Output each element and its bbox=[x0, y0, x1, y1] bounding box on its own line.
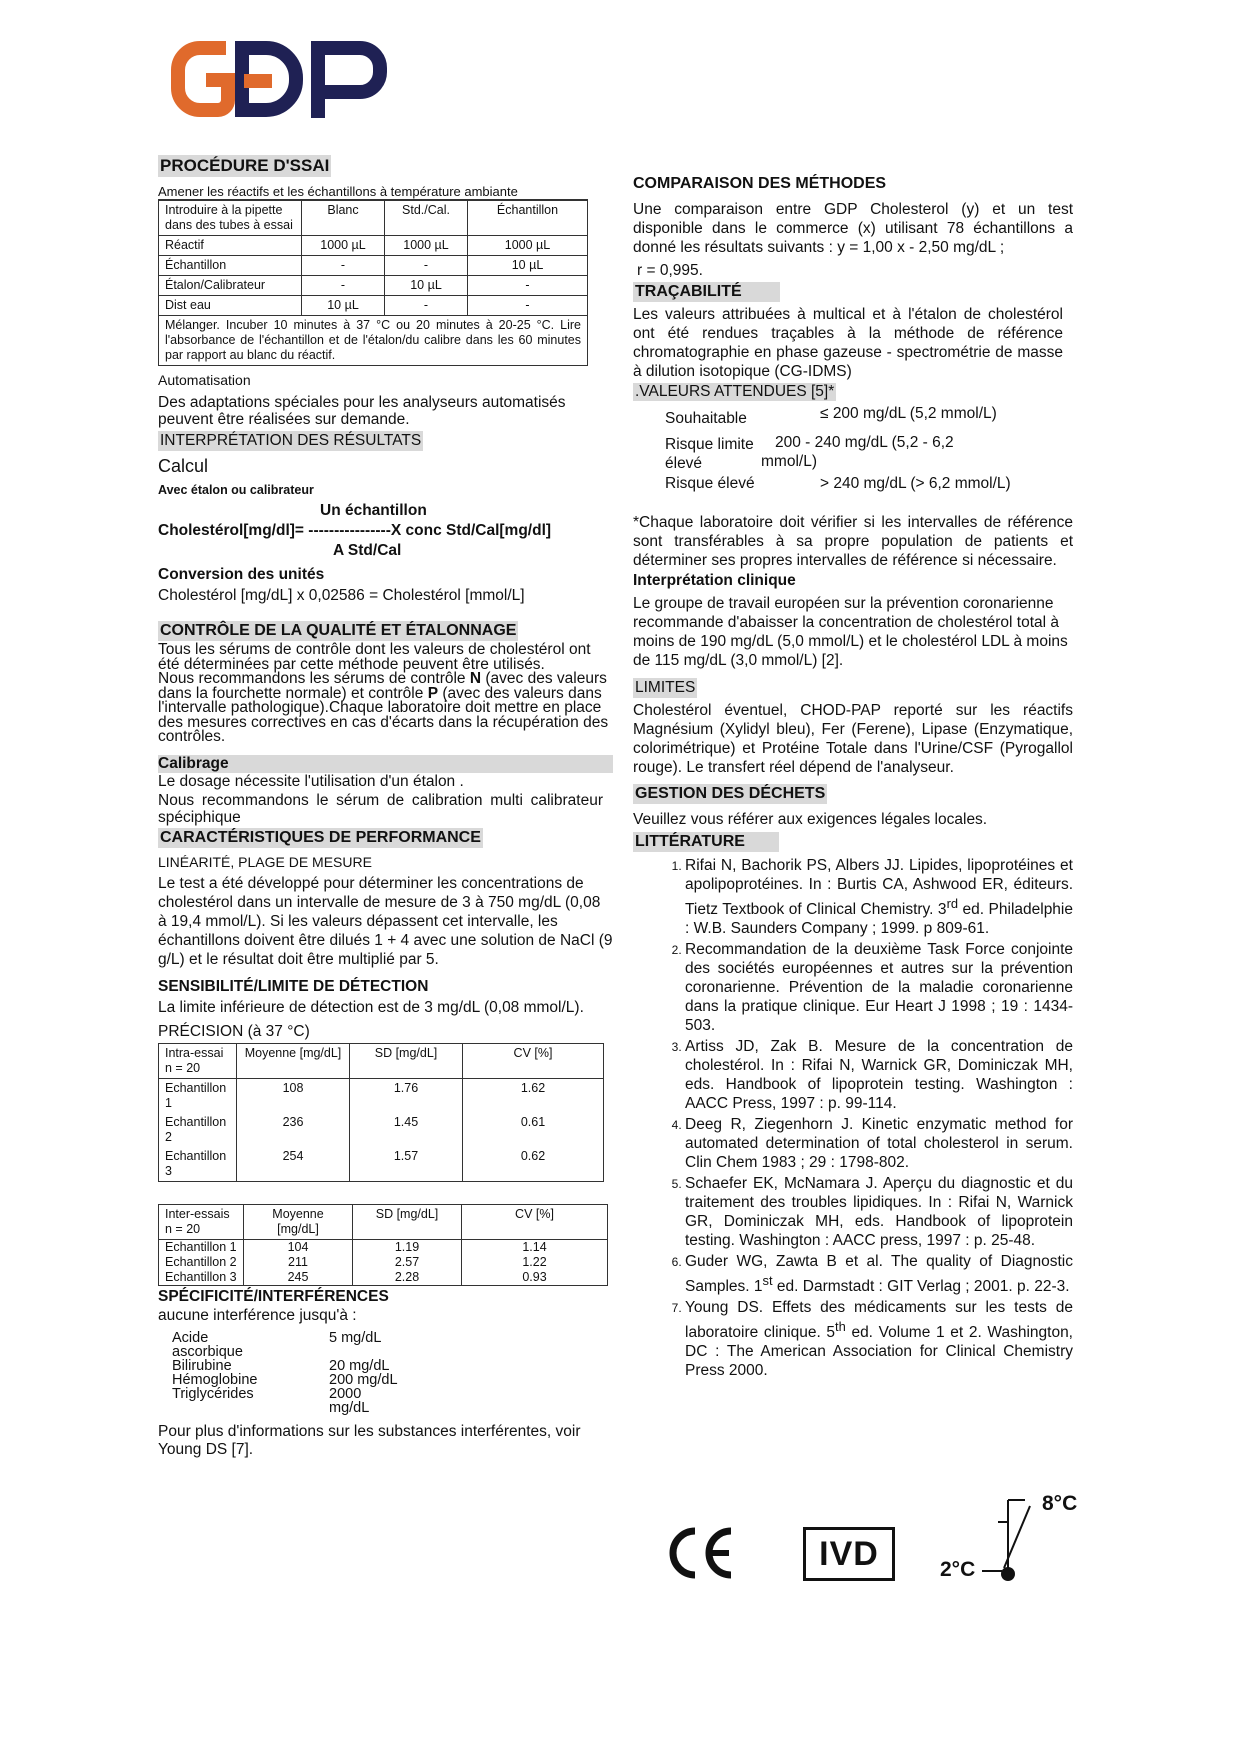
table-header-cell: Moyenne [mg/dL] bbox=[244, 1204, 353, 1239]
qc-paragraph-2a: Nous recommandons les sérums de contrôle bbox=[158, 670, 470, 687]
gdp-logo bbox=[170, 40, 400, 123]
qc-paragraph-2c: (avec des valeurs dans la fourchette normale) et contrôle bbox=[158, 670, 607, 702]
formula-main: Cholestérol[mg/dl]= ----------------X conc Std/Cal[mg/dl] bbox=[158, 522, 552, 539]
interference-item bbox=[172, 1373, 613, 1387]
automation-title: Automatisation bbox=[158, 372, 251, 388]
reference-text: Schaefer EK, McNamara J. Aperçu du diagnostic et du traitement des troubles lipidiques. In : Rifai N, Warnick GR, Dominiczak MH, eds. Handbook of lipoprotein testing. Washington : AACC press, 1997 : p. 25-48. bbox=[685, 1175, 1073, 1250]
performance-title: CARACTÉRISTIQUES DE PERFORMANCE bbox=[160, 828, 481, 846]
reference-text: ed. Volume 1 et 2. Washington, DC : The American Association for Clinical Chemistry Press 2000. bbox=[685, 1324, 1073, 1380]
table-cell: Echantillon 1 bbox=[159, 1078, 237, 1113]
table-header-row bbox=[159, 1204, 608, 1239]
interference-substance: Acide ascorbique bbox=[172, 1329, 243, 1360]
temperature-limit-symbol bbox=[940, 1492, 1090, 1587]
inter-assay-table bbox=[158, 1204, 608, 1286]
temp-high-label: 8°C bbox=[1042, 1492, 1078, 1515]
table-header-cell: CV [%] bbox=[463, 1043, 604, 1078]
table-cell: 254 bbox=[237, 1147, 350, 1182]
ivd-label: IVD bbox=[819, 1534, 879, 1573]
interference-substance: Hémoglobine bbox=[172, 1371, 258, 1388]
expected-title: .VALEURS ATTENDUES [5]* bbox=[635, 383, 835, 400]
calibration-line-2: Nous recommandons le sérum de calibration multi calibrateur spéciphique bbox=[158, 791, 603, 826]
table-header-row bbox=[159, 1043, 604, 1078]
intra-assay-table bbox=[158, 1043, 604, 1182]
logo-graphic bbox=[170, 40, 400, 118]
table-row bbox=[159, 1147, 604, 1182]
reference-sup: st bbox=[762, 1273, 773, 1289]
formula-denominator: A Std/Cal bbox=[333, 542, 402, 559]
traceability-title: TRAÇABILITÉ bbox=[633, 282, 780, 302]
table-cell: Echantillon 3 bbox=[159, 1147, 237, 1182]
table-cell: Dist eau bbox=[159, 296, 302, 316]
table-header-cell: SD [mg/dL] bbox=[353, 1204, 462, 1239]
procedure-note: Mélanger. Incuber 10 minutes à 37 °C ou 20 minutes à 20-25 °C. Lire l'absorbance de l'échantillon et de l'étalon/du calibre dans les 60 minutes par rapport au blanc du réactif. bbox=[159, 316, 588, 366]
qc-control-p: P bbox=[427, 684, 439, 702]
table-cell: 10 µL bbox=[385, 276, 468, 296]
interference-substance: Bilirubine bbox=[172, 1357, 232, 1374]
expected-row bbox=[665, 433, 1073, 473]
table-cell: - bbox=[302, 276, 385, 296]
reference-item bbox=[685, 1115, 1073, 1172]
table-row bbox=[159, 296, 588, 316]
table-header-cell: Std./Cal. bbox=[385, 201, 468, 236]
reference-text: Deeg R, Ziegenhorn J. Kinetic enzymatic method for automated determination of total cholesterol in serum. Clin Chem 1983 ; 29 : 1798-802. bbox=[685, 1116, 1073, 1172]
table-cell: Étalon/Calibrateur bbox=[159, 276, 302, 296]
formula-numerator: Un échantillon bbox=[320, 502, 427, 519]
table-header-cell: Moyenne [mg/dL] bbox=[237, 1043, 350, 1078]
table-cell: 1.57 bbox=[350, 1147, 463, 1182]
table-header-cell: Inter-essais n = 20 bbox=[159, 1204, 244, 1239]
comparison-text: Une comparaison entre GDP Cholesterol (y) et un test disponible dans le commerce (x) utilisant 78 échantillons a donné les résultats suivants : y = 1,00 x - 2,50 mg/dL ; bbox=[633, 201, 1073, 256]
table-cell: 0.93 bbox=[462, 1270, 608, 1286]
reference-item bbox=[685, 1252, 1073, 1296]
qc-paragraph-2e: (avec des valeurs dans l'intervalle pathologique).Chaque laboratoire doit mettre en place des mesures correctives en cas d'écarts dans la récupération des contrôles. bbox=[158, 684, 609, 745]
table-header-cell: CV [%] bbox=[462, 1204, 608, 1239]
right-column bbox=[633, 175, 1073, 1382]
table-row bbox=[159, 1113, 604, 1147]
limits-text: Cholestérol éventuel, CHOD-PAP reporté sur les réactifs Magnésium (Xylidyl bleu), Fer (Ferene), Lipase (Enzymatique, colorimétrique) et Protéine Totale dans l'Urine/CSF (Pyrogallol rouge). Le transfert réel dépend de l'analyseur. bbox=[633, 702, 1073, 776]
limits-title: LIMITES bbox=[635, 679, 696, 696]
reference-list bbox=[633, 856, 1073, 1380]
table-cell: 1000 µL bbox=[468, 236, 588, 256]
table-cell: - bbox=[385, 256, 468, 276]
table-cell: Echantillon 3 bbox=[159, 1270, 244, 1286]
left-column bbox=[158, 155, 613, 1459]
reference-item bbox=[685, 940, 1073, 1035]
table-cell: 236 bbox=[237, 1113, 350, 1147]
table-cell: 245 bbox=[244, 1270, 353, 1286]
expected-label: Risque élevé bbox=[665, 475, 755, 492]
calc-subtitle: Avec étalon ou calibrateur bbox=[158, 483, 314, 497]
reference-text: Artiss JD, Zak B. Mesure de la concentration de cholestérol. In : Rifai N, Warnick GR, Dominiczak MH, eds. Handbook of lipoprotein testing. Washington : AACC Press, 1997 : p. 99-114. bbox=[685, 1038, 1073, 1113]
comparison-r: r = 0,995. bbox=[637, 262, 703, 279]
automation-text: Des adaptations spéciales pour les analyseurs automatisés peuvent être réalisées sur demande. bbox=[158, 394, 566, 428]
comparison-title: COMPARAISON DES MÉTHODES bbox=[633, 175, 887, 192]
interference-item bbox=[172, 1387, 613, 1415]
table-cell: 1.22 bbox=[462, 1255, 608, 1270]
specificity-intro: aucune interférence jusqu'à : bbox=[158, 1306, 357, 1324]
conversion-title: Conversion des unités bbox=[158, 566, 325, 583]
table-header-cell: Échantillon bbox=[468, 201, 588, 236]
temp-low-label: 2°C bbox=[940, 1558, 976, 1581]
expected-note: *Chaque laboratoire doit vérifier si les intervalles de référence sont transférables à sa propre population de patients et déterminer ses propres intervalles de référence si nécessaire. bbox=[633, 514, 1073, 569]
ivd-box bbox=[803, 1527, 895, 1581]
table-cell: - bbox=[385, 296, 468, 316]
interference-substance: Triglycérides bbox=[172, 1385, 254, 1402]
reference-sup: rd bbox=[946, 896, 959, 911]
expected-value: > 240 mg/dL (> 6,2 mmol/L) bbox=[820, 475, 1011, 492]
literature-title: LITTÉRATURE bbox=[633, 832, 779, 852]
table-cell: 1.14 bbox=[462, 1239, 608, 1255]
table-cell: 2.57 bbox=[353, 1255, 462, 1270]
interference-item bbox=[172, 1359, 613, 1373]
interference-item bbox=[172, 1331, 613, 1359]
reference-item bbox=[685, 1174, 1073, 1250]
sensitivity-title: SENSIBILITÉ/LIMITE DE DÉTECTION bbox=[158, 977, 429, 995]
qc-title: CONTRÔLE DE LA QUALITÉ ET ÉTALONNAGE bbox=[160, 622, 517, 639]
table-row bbox=[159, 1270, 608, 1286]
qc-control-n: N bbox=[469, 670, 482, 687]
linearity-title: LINÉARITÉ, PLAGE DE MESURE bbox=[158, 853, 372, 870]
procedure-table bbox=[158, 200, 588, 366]
table-cell: Echantillon 2 bbox=[159, 1255, 244, 1270]
table-cell: 1000 µL bbox=[302, 236, 385, 256]
table-cell: - bbox=[468, 296, 588, 316]
calc-title: Calcul bbox=[158, 456, 209, 476]
table-cell: 1.76 bbox=[350, 1078, 463, 1113]
interference-list bbox=[158, 1331, 613, 1415]
table-cell: Echantillon 1 bbox=[159, 1239, 244, 1255]
reference-text: Guder WG, Zawta B et al. The quality of Diagnostic Samples. 1 bbox=[685, 1253, 1073, 1296]
ce-mark bbox=[663, 1525, 735, 1586]
table-cell: Échantillon bbox=[159, 256, 302, 276]
table-cell: 1.62 bbox=[463, 1078, 604, 1113]
reference-text: ed. Philadelphie : W.B. Saunders Company ; 1999. p 809-61. bbox=[685, 901, 1073, 938]
reference-text: Recommandation de la deuxième Task Force conjointe des sociétés européennes et autres sur la prévention coronarienne. Prévention de la maladie coronarienne dans la pratique clinique. Eur Heart J 1998 ; 19 : 1434-503. bbox=[685, 941, 1073, 1035]
reference-item bbox=[685, 1037, 1073, 1113]
reference-item bbox=[685, 856, 1073, 938]
waste-text: Veuillez vous référer aux exigences légales locales. bbox=[633, 811, 988, 828]
table-cell: 10 µL bbox=[468, 256, 588, 276]
table-cell: 1000 µL bbox=[385, 236, 468, 256]
linearity-text: Le test a été développé pour déterminer les concentrations de cholestérol dans un intervalle de mesure de 3 à 750 mg/dL (0,08 à 19,4 mmol/L). Si les valeurs dépassent cet intervalle, les échantillons doivent être dilués 1 + 4 avec une solution de NaCl (9 g/L) et le résultat doit être multiplié par 5. bbox=[158, 874, 613, 968]
table-cell: - bbox=[468, 276, 588, 296]
waste-title: GESTION DES DÉCHETS bbox=[635, 785, 826, 802]
table-header-cell: Blanc bbox=[302, 201, 385, 236]
table-note-row bbox=[159, 316, 588, 366]
table-cell: 1.45 bbox=[350, 1113, 463, 1147]
table-cell: 104 bbox=[244, 1239, 353, 1255]
calibration-title: Calibrage bbox=[158, 755, 613, 773]
expected-value: ≤ 200 mg/dL (5,2 mmol/L) bbox=[820, 405, 997, 422]
table-cell: 211 bbox=[244, 1255, 353, 1270]
calibration-line-1: Le dosage nécessite l'utilisation d'un étalon . bbox=[158, 772, 464, 790]
procedure-intro: Amener les réactifs et les échantillons à température ambiante bbox=[158, 184, 588, 200]
expected-value: 200 - 240 mg/dL (5,2 - 6,2 mmol/L) bbox=[761, 434, 954, 470]
table-cell: Echantillon 2 bbox=[159, 1113, 237, 1147]
expected-label: Souhaitable bbox=[665, 410, 747, 427]
procedure-title: PROCÉDURE D'SSAI bbox=[160, 156, 330, 175]
table-row bbox=[159, 1255, 608, 1270]
reference-text: Rifai N, Bachorik PS, Albers JJ. Lipides, lipoprotéines et apolipoprotéines. In : Burtis CA, Ashwood ER, éditeurs. Tietz Textbook of Clinical Chemistry. 3 bbox=[685, 857, 1073, 919]
table-cell: 0.61 bbox=[463, 1113, 604, 1147]
table-row bbox=[159, 1078, 604, 1113]
table-cell: 1.19 bbox=[353, 1239, 462, 1255]
table-header-cell: SD [mg/dL] bbox=[350, 1043, 463, 1078]
expected-row bbox=[665, 404, 1073, 428]
specificity-title: SPÉCIFICITÉ/INTERFÉRENCES bbox=[158, 1287, 389, 1305]
clinical-text: Le groupe de travail européen sur la prévention coronarienne recommande d'abaisser la concentration de cholestérol total à moins de 190 mg/dL (5,0 mmol/L) et le cholestérol LDL à moins de 115 mg/dL (3,0 mmol/L) [2]. bbox=[633, 595, 1068, 669]
expected-values bbox=[633, 404, 1073, 493]
expected-row bbox=[665, 474, 1073, 493]
interference-limit: 200 mg/dL bbox=[329, 1371, 398, 1388]
qc-paragraph-1: Tous les sérums de contrôle dont les valeurs de cholestérol ont été déterminées par cette méthode peuvent être utilisés. bbox=[158, 641, 591, 673]
interference-limit: 20 mg/dL bbox=[329, 1357, 390, 1374]
ce-mark-icon bbox=[663, 1525, 735, 1581]
expected-label: Risque limite élevé bbox=[665, 436, 754, 472]
interpretation-title: INTERPRÉTATION DES RÉSULTATS bbox=[160, 432, 422, 449]
table-header-cell: Introduire à la pipette dans des tubes à essai bbox=[159, 201, 302, 236]
table-cell: 10 µL bbox=[302, 296, 385, 316]
table-row bbox=[159, 236, 588, 256]
table-header-cell: Intra-essai n = 20 bbox=[159, 1043, 237, 1078]
table-cell: 108 bbox=[237, 1078, 350, 1113]
precision-title: PRÉCISION (à 37 °C) bbox=[158, 1022, 310, 1040]
clinical-title: Interprétation clinique bbox=[633, 572, 796, 589]
conversion-text: Cholestérol [mg/dL] x 0,02586 = Cholestérol [mmol/L] bbox=[158, 587, 525, 604]
reference-text: Young DS. Effets des médicaments sur les tests de laboratoire clinique. 5 bbox=[685, 1299, 1073, 1342]
traceability-text: Les valeurs attribuées à multical et à l'étalon de cholestérol ont été rendues traçables à la méthode de référence chromatographie en phase gazeuse - spectrométrie de masse à dilution isotopique (CG-IDMS) bbox=[633, 306, 1063, 380]
table-cell: 0.62 bbox=[463, 1147, 604, 1182]
interference-limit: 2000 mg/dL bbox=[329, 1385, 370, 1416]
table-header-row bbox=[159, 201, 588, 236]
table-row bbox=[159, 1239, 608, 1255]
table-row bbox=[159, 256, 588, 276]
table-cell: Réactif bbox=[159, 236, 302, 256]
sensitivity-text: La limite inférieure de détection est de 3 mg/dL (0,08 mmol/L). bbox=[158, 998, 584, 1016]
reference-item bbox=[685, 1298, 1073, 1380]
specificity-footer: Pour plus d'informations sur les substances interférentes, voir Young DS [7]. bbox=[158, 1422, 581, 1458]
table-cell: - bbox=[302, 256, 385, 276]
table-cell: 2.28 bbox=[353, 1270, 462, 1286]
reference-text: ed. Darmstadt : GIT Verlag ; 2001. p. 22-3. bbox=[772, 1278, 1070, 1296]
qc-text bbox=[158, 643, 613, 745]
reference-sup: th bbox=[835, 1319, 846, 1335]
interference-limit: 5 mg/dL bbox=[329, 1329, 382, 1346]
table-row bbox=[159, 276, 588, 296]
